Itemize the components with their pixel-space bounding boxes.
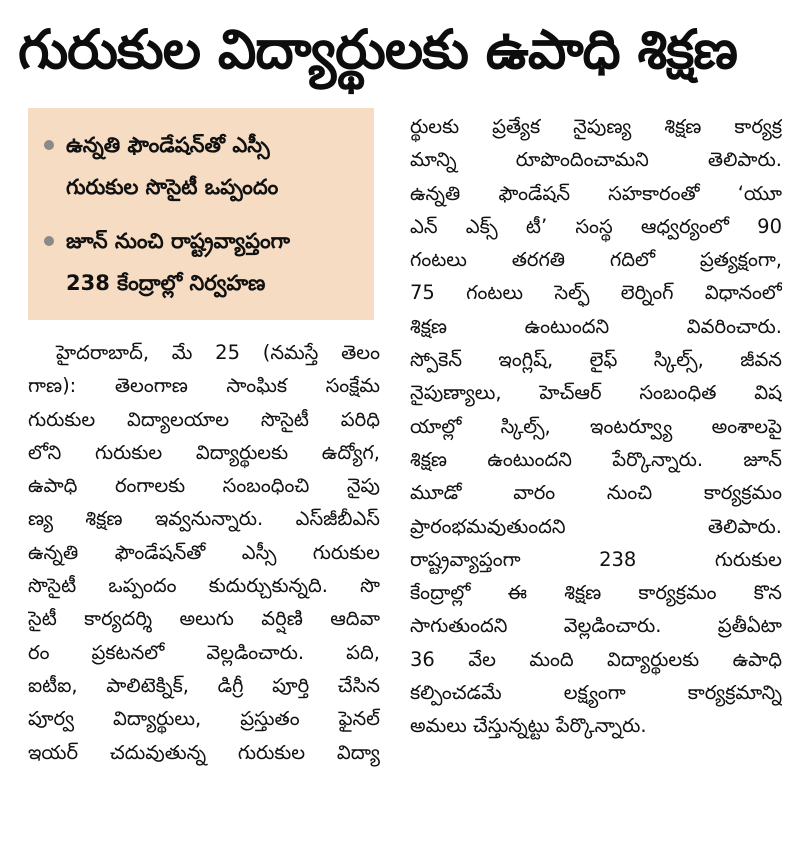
article-line: యాల్లో స్కిల్స్, ఇంటర్వ్యూ అంశాలపై (410, 414, 782, 438)
article-line: గాణ): తెలంగాణ సాంఘిక సంక్షేమ (28, 374, 380, 398)
highlight-line: ఉన్నతి ఫౌండేషన్‌తో ఎస్సీ (66, 133, 270, 157)
highlight-line: గురుకుల సొసైటీ ఒప్పందం (66, 175, 279, 199)
article-line: ఉపాధి రంగాలకు సంబంధించి నైపు (28, 474, 380, 498)
article-line: ఎన్ ఎక్స్ టీ’ సంస్థ ఆధ్వర్యంలో 90 (410, 214, 782, 238)
article-column-left (28, 336, 380, 769)
article-line: రాష్ట్రవ్యాప్తంగా 238 గురుకుల (410, 547, 782, 571)
article-line: అమలు చేస్తున్నట్టు పేర్కొన్నారు. (410, 714, 647, 738)
article-line: ఐటీఐ, పాలిటెక్నిక్, డిగ్రీ పూర్తి చేసిన (28, 673, 380, 697)
highlight-line: 238 కేంద్రాల్లో నిర్వహణ (66, 271, 266, 295)
article-line: సైటీ కార్యదర్శి అలుగు వర్షిణి ఆదివా (28, 607, 380, 631)
article-line: పూర్వ విద్యార్థులు, ప్రస్తుతం ఫైనల్ (28, 707, 380, 731)
highlight-item (40, 220, 364, 304)
article-line: ప్రారంభమవుతుందని తెలిపారు. (410, 514, 782, 538)
highlights-box (28, 108, 374, 320)
headline: గురుకుల విద్యార్థులకు ఉపాధి శిక్షణ (18, 18, 737, 81)
article-line: కేంద్రాల్లో ఈ శిక్షణ కార్యక్రమం కొన (410, 581, 782, 605)
article-line: ణ్య శిక్షణ ఇవ్వనున్నారు. ఎస్‌జీబీఎస్ (28, 507, 380, 531)
article-line: హైదరాబాద్, మే 25 (నమస్తే తెలం (56, 341, 380, 364)
highlight-item (40, 124, 364, 208)
highlight-line: జూన్ నుంచి రాష్ట్రవ్యాప్తంగా (66, 229, 290, 253)
bullet-dot-icon (44, 140, 54, 150)
article-line: గురుకుల విద్యాలయాల సొసైటీ పరిధి (28, 407, 380, 431)
article-line: 75 గంటలు సెల్ఫ్ లెర్నింగ్ విధానంలో (410, 281, 782, 305)
article-line: నైపుణ్యాలు, హెచ్ఆర్ సంబంధిత విష (410, 381, 782, 405)
article-line: లోని గురుకుల విద్యార్థులకు ఉద్యోగ, (28, 440, 380, 464)
article-line: గంటలు తరగతి గదిలో ప్రత్యక్షంగా, (410, 248, 782, 272)
article-line: స్పోకెన్ ఇంగ్లిష్, లైఫ్ స్కిల్స్, జీవన (410, 348, 782, 372)
article-column-right (410, 110, 782, 743)
article-line: సొసైటీ ఒప్పందం కుదుర్చుకున్నది. సొ (28, 574, 380, 598)
article-line: శిక్షణ ఉంటుందని వివరించారు. (410, 314, 782, 338)
article-line: శిక్షణ ఉంటుందని పేర్కొన్నారు. జూన్ (410, 447, 782, 471)
article-line: మూడో వారం నుంచి కార్యక్రమం (410, 481, 782, 505)
article-line: ర్థులకు ప్రత్యేక నైపుణ్య శిక్షణ కార్యక్ర (410, 115, 782, 138)
article-line: సాగుతుందని వెల్లడించారు. ప్రతీఏటా (410, 614, 782, 638)
article-line: ఇయర్ చదువుతున్న గురుకుల విద్యా (28, 740, 380, 764)
article-line: 36 వేల మంది విద్యార్థులకు ఉపాధి (410, 647, 782, 671)
article-line: కల్పించడమే లక్ష్యంగా కార్యక్రమాన్ని (410, 681, 782, 705)
article-line: ఉన్నతి ఫౌండేషన్‌తో ఎస్సీ గురుకుల (28, 540, 380, 564)
article-line: ఉన్నతి ఫౌండేషన్ సహకారంతో ‘యూ (410, 181, 782, 205)
article-line: రం ప్రకటనలో వెల్లడించారు. పది, (28, 640, 380, 664)
bullet-dot-icon (44, 236, 54, 246)
article-line: మాన్ని రూపొందించామని తెలిపారు. (410, 148, 782, 172)
